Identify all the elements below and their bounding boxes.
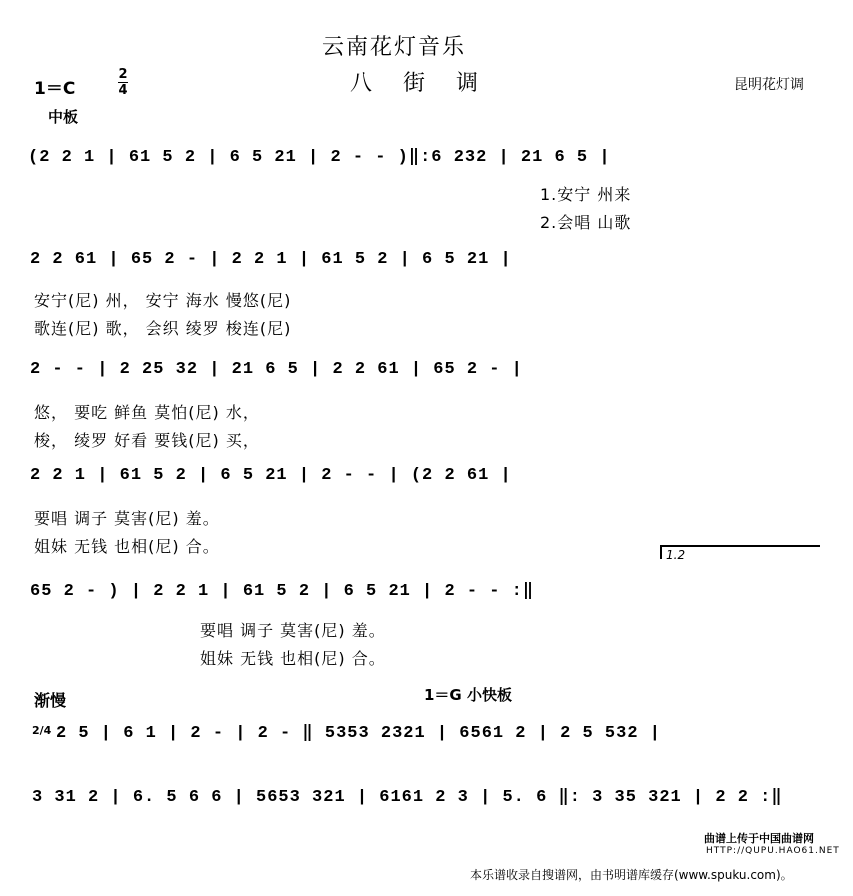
lyric-line-2-verse-1: 安宁(尼) 州， 安宁 海水 慢悠(尼) xyxy=(34,291,292,310)
volta-label: 1.2 xyxy=(666,548,686,562)
lyric-line-3-verse-2: 梭， 绫罗 好看 要钱(尼) 买， xyxy=(34,431,260,450)
tempo-marking: 中板 xyxy=(48,108,79,126)
lyric-line-4-verse-2: 姐妹 无钱 也相(尼) 合。 xyxy=(34,537,220,556)
lyric-line-1-verse-1: 1.安宁 州来 xyxy=(540,185,632,204)
line-6-time-signature: 2/4 xyxy=(32,724,52,737)
origin-label: 昆明花灯调 xyxy=(734,77,804,93)
lyric-line-3-verse-1: 悠， 要吃 鲜鱼 莫怕(尼) 水， xyxy=(34,403,260,422)
notation-line-4: 2 2 1 | 61 5 2 | 6 5 21 | 2 - - | (2 2 61 | xyxy=(30,466,512,485)
volta-bracket-edge xyxy=(660,545,662,559)
watermark-site: 曲谱上传于中国曲谱网 xyxy=(704,832,814,845)
notation-line-1: (2 2 1 | 61 5 2 | 6 5 21 | 2 - - )‖:6 232 | 21 6 5 | xyxy=(28,148,611,167)
song-title: 八 街 调 xyxy=(350,71,490,96)
lyric-line-1-verse-2: 2.会唱 山歌 xyxy=(540,213,632,232)
notation-line-6: 2 5 | 6 1 | 2 - | 2 - ‖ 5353 2321 | 6561 2 | 2 5 532 | xyxy=(56,724,661,743)
lyric-line-5-verse-2: 姐妹 无钱 也相(尼) 合。 xyxy=(200,649,386,668)
notation-line-2: 2 2 61 | 65 2 - | 2 2 1 | 61 5 2 | 6 5 21 | xyxy=(30,250,512,269)
lyric-line-5-verse-1: 要唱 调子 莫害(尼) 羞。 xyxy=(200,621,386,640)
notation-line-7: 3 31 2 | 6. 5 6 6 | 5653 321 | 6161 2 3 | 5. 6 ‖: 3 35 321 | 2 2 :‖ xyxy=(32,788,783,807)
time-top: 2 xyxy=(118,67,128,82)
volta-bracket xyxy=(660,545,820,547)
slow-marking: 渐慢 xyxy=(34,691,67,710)
lyric-line-2-verse-2: 歌连(尼) 歌， 会织 绫罗 梭连(尼) xyxy=(34,319,292,338)
key-change: 1＝G 小快板 xyxy=(424,686,512,704)
watermark-url: HTTP://QUPU.HAO61.NET xyxy=(706,846,840,856)
notation-line-5: 65 2 - ) | 2 2 1 | 61 5 2 | 6 5 21 | 2 - - :‖ xyxy=(30,582,535,601)
footer-credit: 本乐谱收录自搜谱网，由书明谱库缓存(www.spuku.com)。 xyxy=(470,868,793,882)
notation-line-3: 2 - - | 2 25 32 | 21 6 5 | 2 2 61 | 65 2 - | xyxy=(30,360,523,379)
key-signature: 1＝C xyxy=(34,79,76,99)
time-signature xyxy=(118,68,128,97)
lyric-line-4-verse-1: 要唱 调子 莫害(尼) 羞。 xyxy=(34,509,220,528)
time-bottom: 4 xyxy=(118,83,128,98)
page-title: 云南花灯音乐 xyxy=(322,35,467,60)
